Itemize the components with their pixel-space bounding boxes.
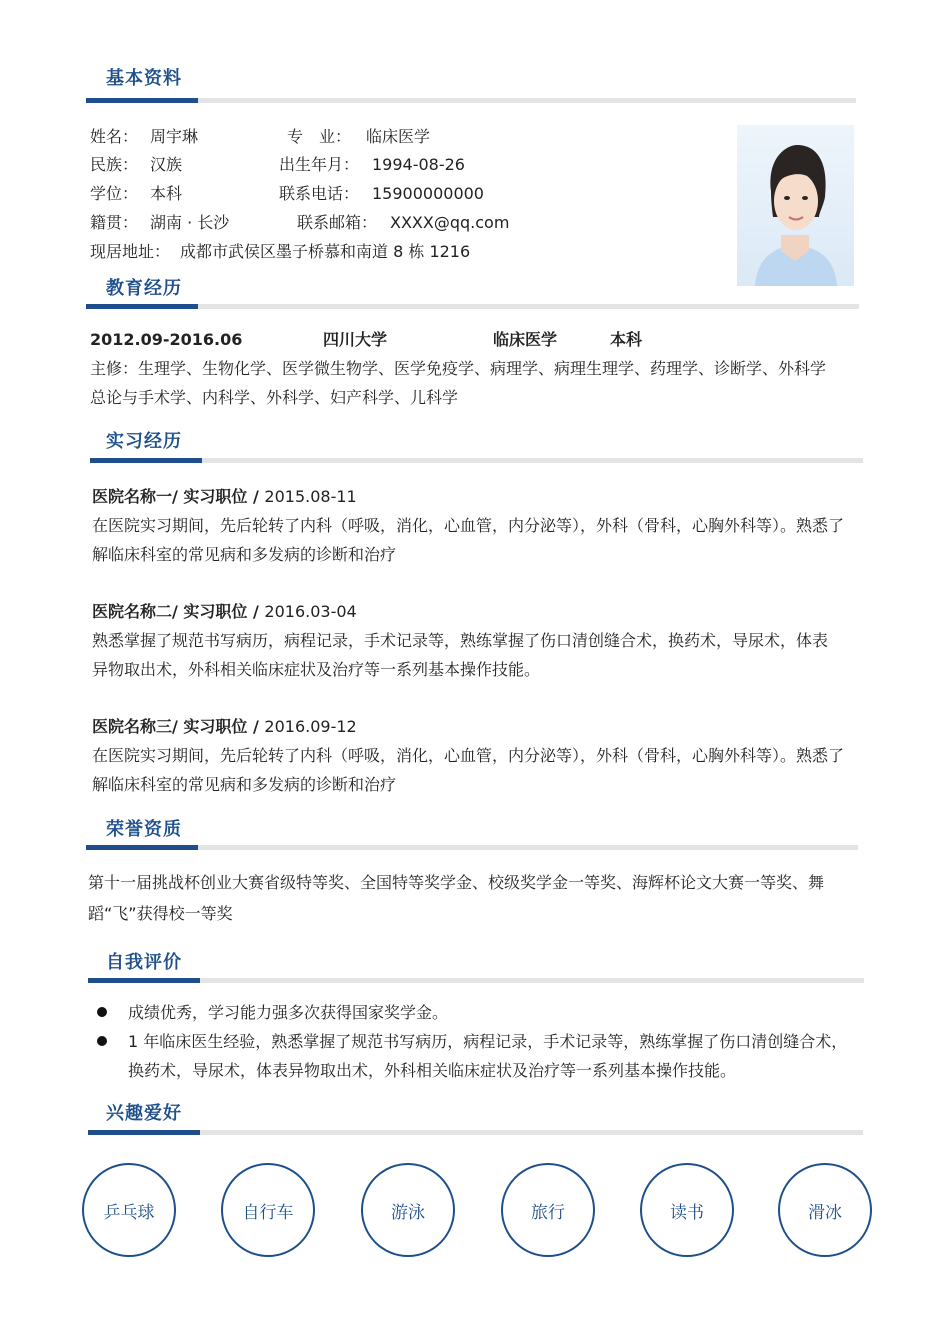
- internship-3-header: [92, 717, 357, 737]
- internship-1-desc: 在医院实习期间，先后轮转了内科（呼吸，消化，心血管，内分泌等），外科（骨科，心胸外科等）。熟悉了解临床科室的常见病和多发病的诊断和治疗: [92, 516, 845, 564]
- internship-1-header: [92, 487, 357, 507]
- education-courses: 主修：生理学、生物化学、医学微生物学、医学免疫学、病理学、病理生理学、药理学、诊断学、外科学总论与手术学、内科学、外科学、妇产科学、儿科学: [90, 359, 827, 407]
- education-major: 临床医学: [493, 330, 558, 349]
- bullet-dot-icon: [97, 1036, 107, 1046]
- name-value: 周宇琳: [150, 127, 199, 146]
- hobby-swimming: 游泳: [361, 1163, 455, 1257]
- internship-3-title: 医院名称三/ 实习职位 /: [92, 717, 265, 736]
- major-value: 临床医学: [366, 127, 431, 146]
- origin-value: 湖南 · 长沙: [150, 213, 230, 232]
- name-label: 姓名：: [90, 127, 139, 146]
- hobby-reading: 读书: [640, 1163, 734, 1257]
- internship-2-title: 医院名称二/ 实习职位 /: [92, 602, 265, 621]
- address-label: 现居地址：: [90, 242, 171, 261]
- hobby-travel: 旅行: [501, 1163, 595, 1257]
- hobby-table-tennis: 乒乓球: [82, 1163, 176, 1257]
- education-period: 2012.09-2016.06: [90, 330, 243, 349]
- internship-2-header: [92, 602, 357, 622]
- internship-3-date: 2016.09-12: [264, 717, 357, 736]
- profile-photo: [737, 125, 854, 286]
- major-label: 专 业：: [287, 127, 352, 146]
- email-value: XXXX@qq.com: [390, 213, 510, 232]
- degree-value: 本科: [150, 184, 183, 203]
- address-value: 成都市武侯区墨子桥慕和南道 8 栋 1216: [180, 242, 471, 261]
- section-title-self: 自我评价: [106, 952, 182, 973]
- self-eval-item-1: 成绩优秀，学习能力强多次获得国家奖学金。: [128, 1003, 449, 1022]
- internship-1-title: 医院名称一/ 实习职位 /: [92, 487, 265, 506]
- birth-value: 1994-08-26: [372, 155, 465, 174]
- section-divider-internship: [90, 458, 863, 463]
- self-eval-item-2: 1 年临床医生经验，熟悉掌握了规范书写病历，病程记录，手术记录等，熟练掌握了伤口清创缝合术，换药术，导尿术，体表异物取出术，外科相关临床症状及治疗等一系列基本操作技能。: [128, 1032, 848, 1080]
- hobby-cycling: 自行车: [221, 1163, 315, 1257]
- section-title-internship: 实习经历: [106, 431, 182, 452]
- section-divider-basic: [86, 98, 856, 103]
- section-divider-hobbies: [88, 1130, 863, 1135]
- phone-value: 15900000000: [372, 184, 484, 203]
- section-title-hobbies: 兴趣爱好: [106, 1103, 182, 1124]
- ethnic-label: 民族：: [90, 155, 139, 174]
- person-portrait-icon: [737, 125, 854, 286]
- degree-label: 学位：: [90, 184, 139, 203]
- section-title-education: 教育经历: [106, 278, 182, 299]
- internship-2-date: 2016.03-04: [264, 602, 357, 621]
- bullet-dot-icon: [97, 1007, 107, 1017]
- email-label: 联系邮箱：: [297, 213, 378, 232]
- education-school: 四川大学: [323, 330, 388, 349]
- section-title-basic: 基本资料: [106, 68, 182, 89]
- honors-text: 第十一届挑战杯创业大赛省级特等奖、全国特等奖学金、校级奖学金一等奖、海辉杯论文大赛一等奖、舞蹈“飞”获得校一等奖: [88, 873, 825, 923]
- origin-label: 籍贯：: [90, 213, 139, 232]
- internship-1-date: 2015.08-11: [264, 487, 357, 506]
- section-title-honors: 荣誉资质: [106, 819, 182, 840]
- ethnic-value: 汉族: [150, 155, 183, 174]
- phone-label: 联系电话：: [279, 184, 360, 203]
- internship-2-desc: 熟悉掌握了规范书写病历，病程记录，手术记录等，熟练掌握了伤口清创缝合术，换药术，导尿术，体表异物取出术，外科相关临床症状及治疗等一系列基本操作技能。: [92, 631, 829, 679]
- education-degree: 本科: [610, 330, 643, 349]
- section-divider-honors: [86, 845, 858, 850]
- internship-3-desc: 在医院实习期间，先后轮转了内科（呼吸，消化，心血管，内分泌等），外科（骨科，心胸外科等）。熟悉了解临床科室的常见病和多发病的诊断和治疗: [92, 746, 845, 794]
- section-divider-education: [86, 304, 859, 309]
- hobby-skating: 滑冰: [778, 1163, 872, 1257]
- section-divider-self: [88, 978, 864, 983]
- birth-label: 出生年月：: [279, 155, 360, 174]
